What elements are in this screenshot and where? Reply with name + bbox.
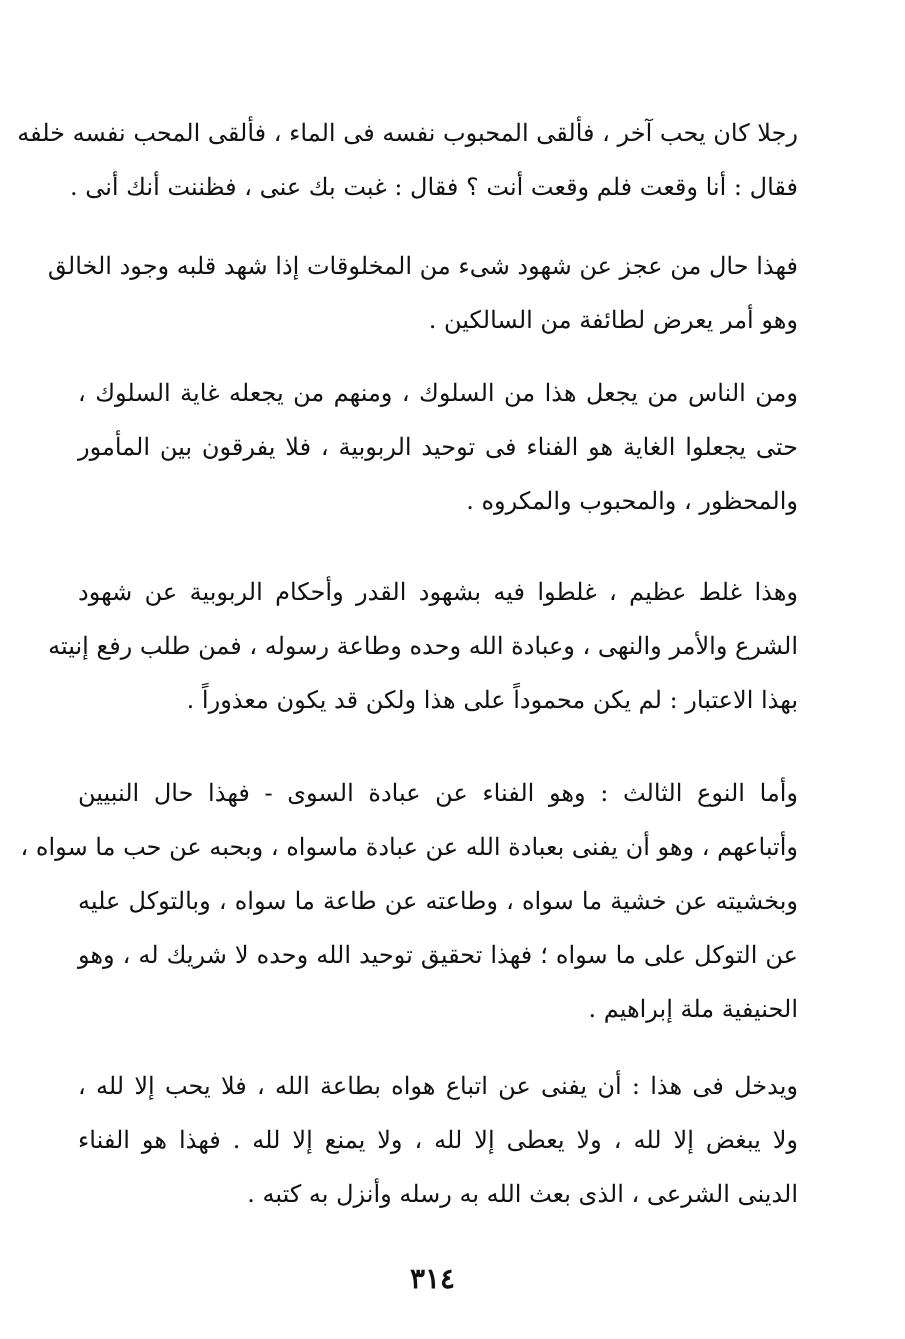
text-line: فقال : أنا وقعت فلم وقعت أنت ؟ فقال : غبت بك عنى ، فظننت أنك أنى . bbox=[69, 173, 798, 201]
text-line: فهذا حال من عجز عن شهود شىء من المخلوقات إذا شهد قلبه وجود الخالق bbox=[47, 252, 798, 280]
text-line: الحنيفية ملة إبراهيم . bbox=[588, 995, 798, 1023]
text-line: ويدخل فى هذا : أن يفنى عن اتباع هواه بطاعة الله ، فلا يحب إلا لله ، bbox=[78, 1072, 798, 1100]
text-line: عن التوكل على ما سواه ؛ فهذا تحقيق توحيد الله وحده لا شريك له ، وهو bbox=[78, 941, 798, 969]
text-line: وهذا غلط عظيم ، غلطوا فيه بشهود القدر وأحكام الربوبية عن شهود bbox=[78, 578, 798, 606]
text-line: وبخشيته عن خشية ما سواه ، وطاعته عن طاعة ما سواه ، وبالتوكل عليه bbox=[78, 887, 798, 915]
text-line: ومن الناس من يجعل هذا من السلوك ، ومنهم من يجعله غاية السلوك ، bbox=[78, 379, 798, 407]
text-line: بهذا الاعتبار : لم يكن محموداً على هذا ولكن قد يكون معذوراً . bbox=[186, 686, 798, 714]
text-line: والمحظور ، والمحبوب والمكروه . bbox=[466, 487, 798, 515]
text-line: الشرع والأمر والنهى ، وعبادة الله وحده وطاعة رسوله ، فمن طلب رفع إنيته bbox=[48, 632, 798, 660]
text-line: وأما النوع الثالث : وهو الفناء عن عبادة السوى - فهذا حال النبيين bbox=[78, 779, 798, 807]
text-line: حتى يجعلوا الغاية هو الفناء فى توحيد الربوبية ، فلا يفرقون بين المأمور bbox=[78, 433, 798, 461]
paragraph-6 bbox=[78, 1059, 798, 1221]
paragraph-1 bbox=[17, 106, 798, 214]
text-line: وهو أمر يعرض لطائفة من السالكين . bbox=[428, 306, 798, 334]
text-line: رجلا كان يحب آخر ، فألقى المحبوب نفسه فى الماء ، فألقى المحب نفسه خلفه bbox=[17, 119, 798, 147]
paragraph-3 bbox=[78, 366, 798, 528]
paragraph-5 bbox=[20, 766, 798, 1036]
text-line: وأتباعهم ، وهو أن يفنى بعبادة الله عن عبادة ماسواه ، وبحبه عن حب ما سواه ، bbox=[20, 833, 798, 861]
paragraph-2 bbox=[47, 239, 798, 347]
page-number: ٣١٤ bbox=[409, 1262, 456, 1295]
text-line: ولا يبغض إلا لله ، ولا يعطى إلا لله ، ولا يمنع إلا لله . فهذا هو الفناء bbox=[78, 1126, 798, 1154]
text-line: الدينى الشرعى ، الذى بعث الله به رسله وأنزل به كتبه . bbox=[247, 1180, 798, 1208]
paragraph-4 bbox=[48, 565, 798, 727]
